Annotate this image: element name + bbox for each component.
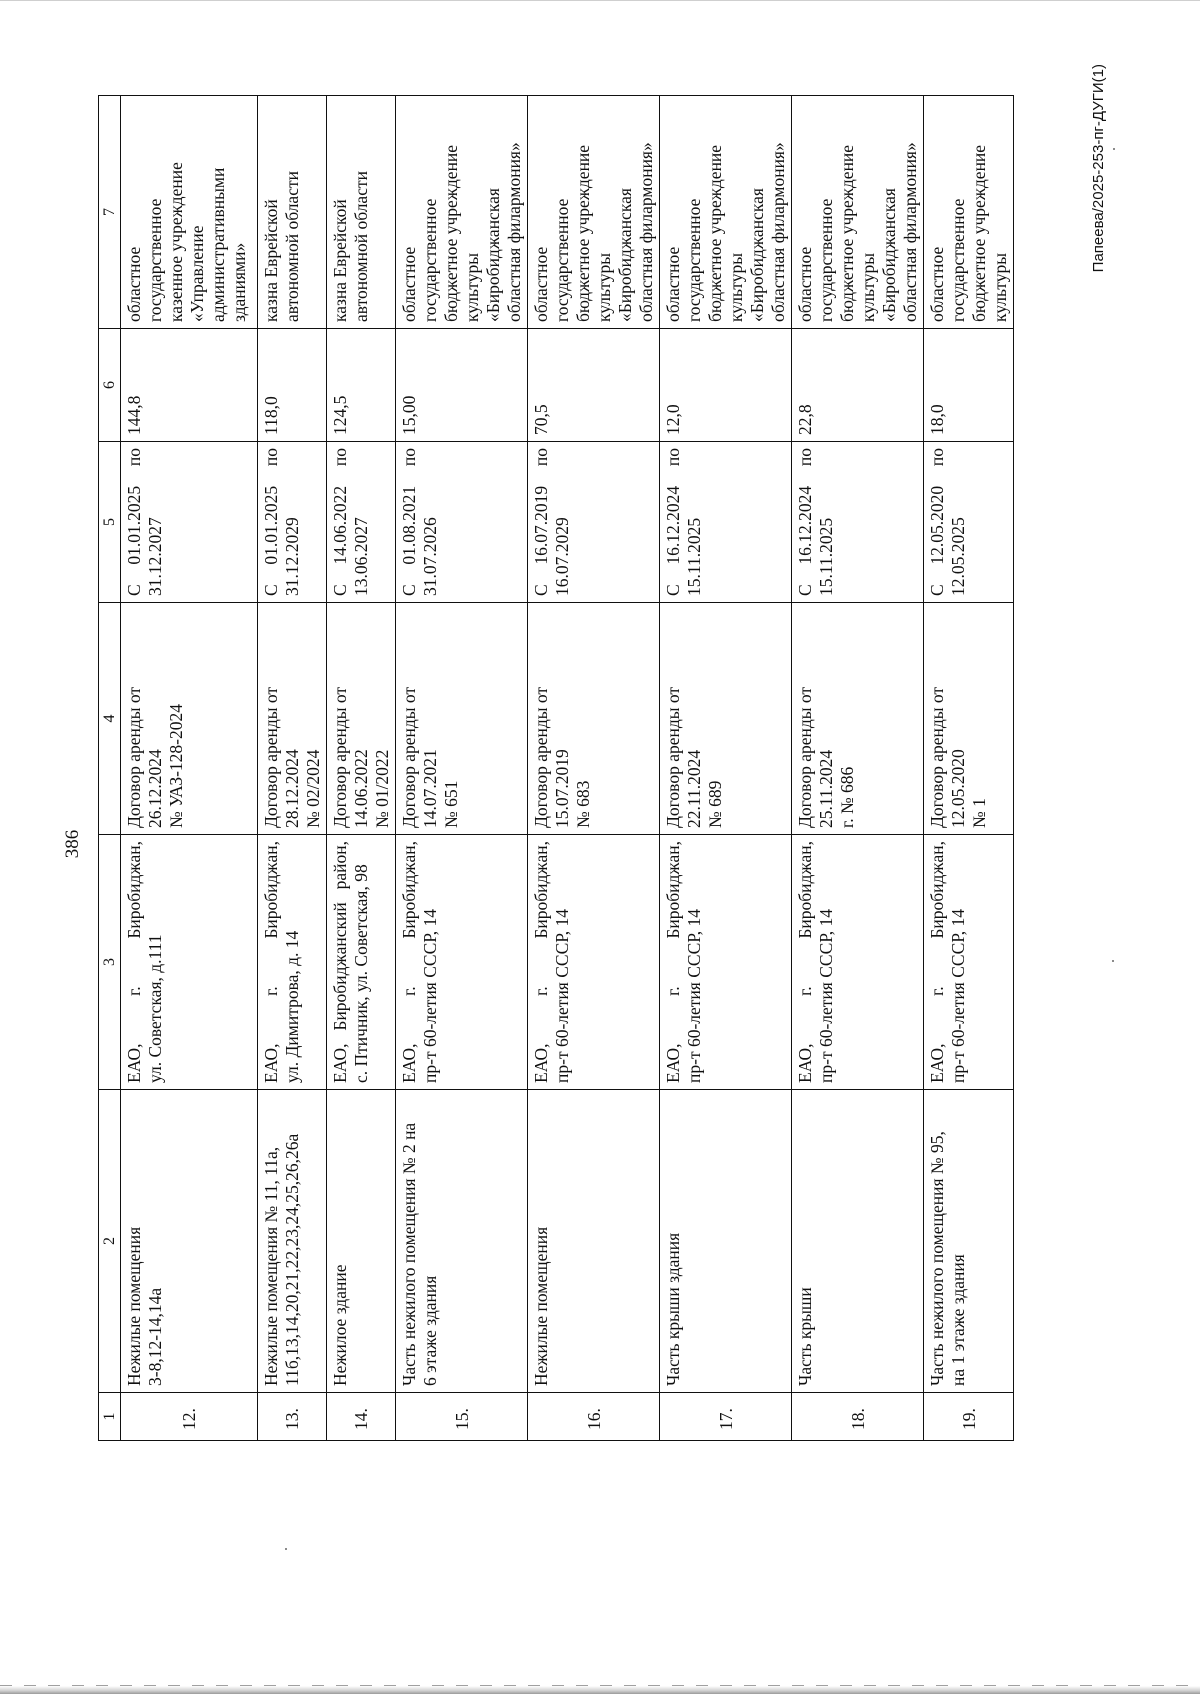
col-header-4: 4 [99, 603, 121, 835]
period-line: С 16.12.2024 по [795, 448, 815, 596]
row-number: 14. [327, 1393, 396, 1441]
cell-period [924, 442, 1014, 603]
cell-object [258, 1090, 327, 1393]
cell-area: 144,8 [121, 329, 258, 442]
cell-document [396, 603, 528, 835]
cell-document [121, 603, 258, 835]
table-row [258, 96, 327, 1441]
cell-address [528, 835, 660, 1090]
cell-holder [792, 96, 924, 329]
holder-line: государственное [816, 198, 836, 322]
document-line: № 683 [573, 780, 593, 828]
table-row [327, 96, 396, 1441]
holder-line: культуры [462, 253, 482, 322]
cell-period [258, 442, 327, 603]
page-number: 386 [62, 829, 83, 859]
period-line: С 01.01.2025 по [261, 448, 281, 596]
cell-object [528, 1090, 660, 1393]
holder-line: административными [208, 167, 228, 322]
period-line: С 01.08.2021 по [399, 448, 419, 596]
table-row [528, 96, 660, 1441]
cell-address [924, 835, 1014, 1090]
cell-period [396, 442, 528, 603]
holder-line: культуры [990, 253, 1010, 322]
address-line: ЕАО, г. Биробиджан, [124, 841, 144, 1083]
cell-holder [121, 96, 258, 329]
row-number: 13. [258, 1393, 327, 1441]
period-line: С 16.12.2024 по [663, 448, 683, 596]
cell-area: 118,0 [258, 329, 327, 442]
holder-line: бюджетное учреждение [705, 144, 725, 322]
table-body [121, 96, 1014, 1441]
holder-line: «Биробиджанская [483, 188, 503, 322]
col-header-3: 3 [99, 835, 121, 1090]
cell-object [121, 1090, 258, 1393]
cell-area: 22,8 [792, 329, 924, 442]
cell-area: 15,00 [396, 329, 528, 442]
holder-line: государственное [684, 198, 704, 322]
row-number: 19. [924, 1393, 1014, 1441]
holder-line: «Биробиджанская [747, 188, 767, 322]
table-row [924, 96, 1014, 1441]
holder-line: культуры [858, 253, 878, 322]
address-line: ЕАО, г. Биробиджан, [399, 841, 419, 1083]
holder-line: зданиями» [229, 242, 249, 322]
period-line: С 14.06.2022 по [330, 448, 350, 596]
holder-line: государственное [552, 198, 572, 322]
address-line: пр-т 60-летия СССР, 14 [552, 908, 572, 1083]
holder-line: «Биробиджанская [615, 188, 635, 322]
holder-line: автономной области [351, 171, 371, 322]
table-row [396, 96, 528, 1441]
row-number: 17. [660, 1393, 792, 1441]
holder-line: казна Еврейской [261, 199, 281, 322]
col-header-1: 1 [99, 1393, 121, 1441]
address-line: ул. Димитрова, д. 14 [282, 930, 302, 1083]
period-line: 16.07.2029 [552, 517, 572, 596]
address-line: пр-т 60-летия СССР, 14 [684, 908, 704, 1083]
cell-object [660, 1090, 792, 1393]
cell-area: 18,0 [924, 329, 1014, 442]
document-reference: Папеева/2025-253-пг-ДУГИ(1) [1090, 64, 1107, 273]
holder-line: государственное [145, 198, 165, 322]
address-line: пр-т 60-летия СССР, 14 [420, 908, 440, 1083]
object-line: Нежилые помещения № 11, 11а, [261, 1146, 281, 1386]
holder-line: областная филармония» [504, 142, 524, 322]
address-line: пр-т 60-летия СССР, 14 [816, 908, 836, 1083]
object-line: Часть крыши здания [663, 1232, 683, 1386]
address-line: ЕАО, г. Биробиджан, [261, 841, 281, 1083]
cell-period [792, 442, 924, 603]
cell-address [327, 835, 396, 1090]
table-row [792, 96, 924, 1441]
cell-address [660, 835, 792, 1090]
holder-line: областное [663, 246, 683, 322]
holder-line: бюджетное учреждение [837, 144, 857, 322]
col-header-7: 7 [99, 96, 121, 329]
cell-period [327, 442, 396, 603]
cell-period [660, 442, 792, 603]
document-line: № 689 [705, 780, 725, 828]
address-line: ЕАО, г. Биробиджан, [531, 841, 551, 1083]
holder-line: государственное [948, 198, 968, 322]
object-line: Часть нежилого помещения № 2 на [399, 1122, 419, 1386]
cell-document [792, 603, 924, 835]
document-line: Договор аренды от 12.05.2020 [927, 686, 968, 828]
period-line: 12.05.2025 [948, 517, 968, 596]
holder-line: государственное [420, 198, 440, 322]
holder-line: «Управление [187, 225, 207, 322]
cell-document [327, 603, 396, 835]
document-line: Договор аренды от 15.07.2019 [531, 686, 572, 828]
row-number: 18. [792, 1393, 924, 1441]
cell-document [528, 603, 660, 835]
document-line: № УАЗ-128-2024 [166, 704, 186, 828]
row-number: 16. [528, 1393, 660, 1441]
cell-area: 12,0 [660, 329, 792, 442]
holder-line: бюджетное учреждение [573, 144, 593, 322]
cell-period [121, 442, 258, 603]
period-line: 15.11.2025 [684, 517, 704, 596]
cell-holder [924, 96, 1014, 329]
cell-address [258, 835, 327, 1090]
cell-period [528, 442, 660, 603]
holder-line: автономной области [282, 171, 302, 322]
object-line: на 1 этаже здания [948, 1254, 968, 1386]
document-line: Договор аренды от 14.07.2021 [399, 686, 440, 828]
address-line: пр-т 60-летия СССР, 14 [948, 908, 968, 1083]
row-number: 12. [121, 1393, 258, 1441]
address-line: с. Птичник, ул. Советская, 98 [351, 864, 371, 1083]
cell-holder [660, 96, 792, 329]
period-line: 31.07.2026 [420, 517, 440, 596]
document-line: Договор аренды от 26.12.2024 [124, 686, 165, 828]
address-line: ЕАО, г. Биробиджан, [663, 841, 683, 1083]
holder-line: областная филармония» [636, 142, 656, 322]
period-line: 13.06.2027 [351, 517, 371, 596]
table-row [121, 96, 258, 1441]
holder-line: областная филармония» [768, 142, 788, 322]
object-line: Нежилые помещения [124, 1226, 144, 1386]
holder-line: бюджетное учреждение [969, 144, 989, 322]
cell-holder [528, 96, 660, 329]
object-line: Нежилые помещения [531, 1226, 551, 1386]
object-line: Часть нежилого помещения № 95, [927, 1131, 947, 1386]
holder-line: бюджетное учреждение [441, 144, 461, 322]
address-line: ЕАО, г. Биробиджан, [795, 841, 815, 1083]
holder-line: областная филармония» [900, 142, 920, 322]
document-line: Договор аренды от 25.11.2024 [795, 686, 836, 828]
holder-line: областное [795, 246, 815, 322]
address-line: ул. Советская, д.111 [145, 934, 165, 1083]
document-line: № 1 [969, 798, 989, 828]
cell-object [792, 1090, 924, 1393]
header-row [99, 96, 121, 1441]
property-register-table [98, 95, 1014, 1441]
document-line: Договор аренды от 22.11.2024 [663, 686, 704, 828]
holder-line: культуры [726, 253, 746, 322]
cell-area: 70,5 [528, 329, 660, 442]
period-line: 31.12.2029 [282, 517, 302, 596]
period-line: С 16.07.2019 по [531, 448, 551, 596]
cell-document [660, 603, 792, 835]
holder-line: областное [399, 246, 419, 322]
holder-line: культуры [594, 253, 614, 322]
holder-line: областное [927, 246, 947, 322]
object-line: Часть крыши [795, 1287, 815, 1386]
col-header-2: 2 [99, 1090, 121, 1393]
period-line: 15.11.2025 [816, 517, 836, 596]
object-line: 11б,13,14,20,21,22,23,24,25,26,26а [282, 1133, 302, 1386]
holder-line: казна Еврейской [330, 199, 350, 322]
holder-line: областное [124, 246, 144, 322]
address-line: ЕАО, Биробиджанский район, [330, 841, 350, 1083]
cell-holder [258, 96, 327, 329]
cell-object [924, 1090, 1014, 1393]
holder-line: «Биробиджанская [879, 188, 899, 322]
cell-document [924, 603, 1014, 835]
document-line: № 01/2022 [372, 749, 392, 828]
object-line: 3-8,12-14,14а [145, 1287, 165, 1386]
cell-document [258, 603, 327, 835]
object-line: 6 этаже здания [420, 1275, 440, 1386]
document-line: № 651 [441, 780, 461, 828]
document-line: г. № 686 [837, 766, 857, 828]
period-line: С 12.05.2020 по [927, 448, 947, 596]
document-line: № 02/2024 [303, 749, 323, 828]
object-line: Нежилое здание [330, 1264, 350, 1386]
holder-line: казенное учреждение [166, 162, 186, 322]
col-header-6: 6 [99, 329, 121, 442]
col-header-5: 5 [99, 442, 121, 603]
cell-holder [396, 96, 528, 329]
row-number: 15. [396, 1393, 528, 1441]
cell-area: 124,5 [327, 329, 396, 442]
address-line: ЕАО, г. Биробиджан, [927, 841, 947, 1083]
cell-object [396, 1090, 528, 1393]
cell-object [327, 1090, 396, 1393]
cell-address [396, 835, 528, 1090]
period-line: С 01.01.2025 по [124, 448, 144, 596]
table-row [660, 96, 792, 1441]
cell-address [792, 835, 924, 1090]
cell-holder [327, 96, 396, 329]
cell-address [121, 835, 258, 1090]
document-line: Договор аренды от 28.12.2024 [261, 686, 302, 828]
period-line: 31.12.2027 [145, 517, 165, 596]
document-line: Договор аренды от 14.06.2022 [330, 686, 371, 828]
holder-line: областное [531, 246, 551, 322]
